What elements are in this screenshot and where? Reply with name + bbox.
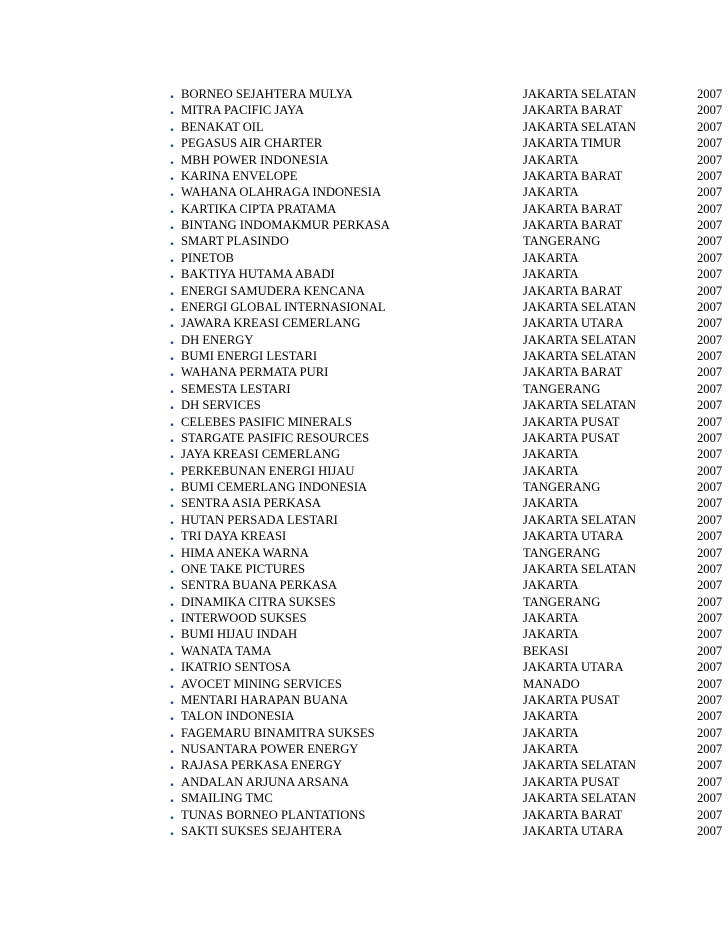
bullet-icon: . — [170, 166, 174, 184]
list-item — [170, 266, 728, 282]
bullet-icon: . — [170, 805, 174, 823]
company-name: INTERWOOD SUKSES — [181, 611, 307, 625]
company-year: 2007 — [697, 725, 723, 740]
company-city: JAKARTA BARAT — [523, 283, 623, 298]
bullet-icon: . — [170, 265, 174, 283]
list-item — [170, 86, 728, 102]
company-city: JAKARTA SELATAN — [523, 87, 637, 101]
list-item — [170, 315, 728, 331]
bullet-icon: . — [170, 363, 174, 381]
company-city: JAKARTA BARAT — [523, 103, 623, 118]
bullet-icon: . — [170, 821, 174, 839]
company-year: 2007 — [697, 349, 723, 363]
company-city: JAKARTA SELATAN — [523, 561, 637, 576]
company-year: 2007 — [697, 136, 723, 151]
company-year: 2007 — [697, 398, 723, 413]
list-item — [170, 430, 728, 446]
list-item — [170, 725, 728, 741]
company-year: 2007 — [697, 807, 723, 822]
list-item — [170, 708, 728, 724]
company-year: 2007 — [697, 742, 723, 756]
company-name: JAYA KREASI CEMERLANG — [181, 447, 341, 462]
company-city: JAKARTA UTARA — [523, 823, 624, 838]
list-item — [170, 381, 728, 397]
company-city: JAKARTA TIMUR — [523, 136, 622, 151]
bullet-icon: . — [170, 134, 174, 152]
bullet-icon: . — [170, 150, 174, 168]
list-item — [170, 577, 728, 593]
bullet-icon: . — [170, 559, 174, 577]
company-name: TALON INDONESIA — [181, 709, 295, 724]
company-year: 2007 — [697, 496, 723, 511]
company-city: JAKARTA — [523, 578, 579, 593]
list-item — [170, 152, 728, 168]
list-item — [170, 643, 728, 659]
company-year: 2007 — [697, 87, 723, 101]
company-year: 2007 — [697, 692, 723, 707]
company-city: JAKARTA BARAT — [523, 168, 623, 183]
company-city: JAKARTA SELATAN — [523, 512, 637, 527]
company-city: JAKARTA — [523, 742, 579, 756]
bullet-icon: . — [170, 314, 174, 332]
company-year: 2007 — [697, 480, 723, 494]
list-item — [170, 168, 728, 184]
company-city: JAKARTA SELATAN — [523, 299, 637, 314]
bullet-icon: . — [170, 396, 174, 414]
bullet-icon: . — [170, 641, 174, 659]
list-item — [170, 610, 728, 626]
company-city: TANGERANG — [523, 594, 601, 609]
bullet-icon: . — [170, 86, 174, 102]
list-item — [170, 414, 728, 430]
list-item — [170, 692, 728, 708]
list-item — [170, 397, 728, 413]
list-item — [170, 676, 728, 692]
company-city: JAKARTA BARAT — [523, 218, 623, 232]
list-item — [170, 102, 728, 118]
bullet-icon: . — [170, 592, 174, 610]
company-year: 2007 — [697, 283, 723, 298]
company-name: TUNAS BORNEO PLANTATIONS — [181, 807, 366, 822]
bullet-icon: . — [170, 330, 174, 348]
company-name: BINTANG INDOMAKMUR PERKASA — [181, 218, 390, 232]
company-city: JAKARTA — [523, 725, 579, 740]
list-item — [170, 201, 728, 217]
company-year: 2007 — [697, 299, 723, 314]
company-name: DH SERVICES — [181, 398, 261, 413]
company-name: WAHANA OLAHRAGA INDONESIA — [181, 185, 382, 200]
company-name: ONE TAKE PICTURES — [181, 561, 305, 576]
company-year: 2007 — [697, 201, 723, 216]
company-city: JAKARTA — [523, 463, 579, 478]
company-year: 2007 — [697, 250, 723, 265]
company-year: 2007 — [697, 529, 723, 544]
company-name: AVOCET MINING SERVICES — [181, 676, 342, 691]
company-name: BORNEO SEJAHTERA MULYA — [181, 87, 353, 101]
bullet-icon: . — [170, 527, 174, 545]
company-name: HIMA ANEKA WARNA — [181, 545, 309, 560]
company-city: MANADO — [523, 676, 580, 691]
company-city: JAKARTA SELATAN — [523, 349, 637, 363]
company-year: 2007 — [697, 611, 723, 625]
company-city: JAKARTA PUSAT — [523, 430, 620, 445]
list-item — [170, 184, 728, 200]
company-year: 2007 — [697, 594, 723, 609]
company-year: 2007 — [697, 512, 723, 527]
company-city: JAKARTA — [523, 185, 579, 200]
company-city: JAKARTA — [523, 447, 579, 462]
company-city: JAKARTA SELATAN — [523, 119, 637, 134]
company-year: 2007 — [697, 791, 723, 806]
company-year: 2007 — [697, 430, 723, 445]
list-item — [170, 463, 728, 479]
company-year: 2007 — [697, 774, 723, 789]
bullet-icon: . — [170, 772, 174, 790]
company-year: 2007 — [697, 218, 723, 232]
list-item — [170, 233, 728, 249]
company-year: 2007 — [697, 463, 723, 478]
company-year: 2007 — [697, 103, 723, 118]
company-name: PEGASUS AIR CHARTER — [181, 136, 323, 151]
bullet-icon: . — [170, 789, 174, 807]
company-city: JAKARTA BARAT — [523, 201, 623, 216]
company-city: JAKARTA — [523, 611, 579, 625]
list-item — [170, 217, 728, 233]
company-name: MENTARI HARAPAN BUANA — [181, 692, 349, 707]
bullet-icon: . — [170, 428, 174, 446]
list-item — [170, 561, 728, 577]
list-item — [170, 774, 728, 790]
bullet-icon: . — [170, 609, 174, 626]
bullet-icon: . — [170, 216, 174, 233]
company-name: WANATA TAMA — [181, 643, 272, 658]
list-item — [170, 594, 728, 610]
bullet-icon: . — [170, 232, 174, 250]
company-name: SENTRA ASIA PERKASA — [181, 496, 321, 511]
company-name: KARTIKA CIPTA PRATAMA — [181, 201, 337, 216]
company-list — [170, 86, 728, 839]
company-city: TANGERANG — [523, 381, 601, 396]
company-year: 2007 — [697, 447, 723, 462]
company-year: 2007 — [697, 119, 723, 134]
company-name: PERKEBUNAN ENERGI HIJAU — [181, 463, 355, 478]
company-year: 2007 — [697, 627, 723, 642]
company-year: 2007 — [697, 643, 723, 658]
company-city: TANGERANG — [523, 545, 601, 560]
bullet-icon: . — [170, 297, 174, 315]
company-city: JAKARTA UTARA — [523, 316, 624, 331]
company-city: JAKARTA UTARA — [523, 660, 624, 675]
company-year: 2007 — [697, 414, 723, 429]
company-city: JAKARTA SELATAN — [523, 791, 637, 806]
company-city: TANGERANG — [523, 234, 601, 249]
company-city: JAKARTA SELATAN — [523, 758, 637, 773]
company-year: 2007 — [697, 545, 723, 560]
company-name: RAJASA PERKASA ENERGY — [181, 758, 342, 773]
company-city: JAKARTA — [523, 250, 579, 265]
company-name: ENERGI GLOBAL INTERNASIONAL — [181, 299, 386, 314]
list-item — [170, 528, 728, 544]
bullet-icon: . — [170, 248, 174, 266]
company-year: 2007 — [697, 381, 723, 396]
list-item — [170, 823, 728, 839]
company-name: BENAKAT OIL — [181, 119, 264, 134]
list-item — [170, 479, 728, 495]
bullet-icon: . — [170, 379, 174, 397]
company-city: JAKARTA UTARA — [523, 529, 624, 544]
company-city: JAKARTA SELATAN — [523, 332, 637, 347]
company-year: 2007 — [697, 676, 723, 691]
company-name: BUMI CEMERLANG INDONESIA — [181, 480, 368, 494]
bullet-icon: . — [170, 478, 174, 495]
bullet-icon: . — [170, 625, 174, 643]
company-year: 2007 — [697, 578, 723, 593]
list-item — [170, 545, 728, 561]
company-year: 2007 — [697, 234, 723, 249]
company-city: JAKARTA — [523, 267, 579, 282]
company-city: BEKASI — [523, 643, 569, 658]
bullet-icon: . — [170, 674, 174, 692]
company-name: STARGATE PASIFIC RESOURCES — [181, 430, 370, 445]
bullet-icon: . — [170, 461, 174, 479]
company-name: HUTAN PERSADA LESTARI — [181, 512, 338, 527]
bullet-icon: . — [170, 740, 174, 757]
company-name: SMART PLASINDO — [181, 234, 289, 249]
list-item — [170, 446, 728, 462]
company-name: SAKTI SUKSES SEJAHTERA — [181, 823, 342, 838]
company-name: BUMI HIJAU INDAH — [181, 627, 298, 642]
company-name: SEMESTA LESTARI — [181, 381, 291, 396]
company-year: 2007 — [697, 185, 723, 200]
company-name: ANDALAN ARJUNA ARSANA — [181, 774, 349, 789]
company-year: 2007 — [697, 660, 723, 675]
list-item — [170, 741, 728, 757]
list-item — [170, 250, 728, 266]
company-city: TANGERANG — [523, 480, 601, 494]
company-year: 2007 — [697, 709, 723, 724]
company-year: 2007 — [697, 758, 723, 773]
list-item — [170, 364, 728, 380]
bullet-icon: . — [170, 101, 174, 119]
list-item — [170, 348, 728, 364]
company-name: DINAMIKA CITRA SUKSES — [181, 594, 336, 609]
company-city: JAKARTA PUSAT — [523, 692, 620, 707]
bullet-icon: . — [170, 494, 174, 512]
company-year: 2007 — [697, 267, 723, 282]
list-item — [170, 135, 728, 151]
bullet-icon: . — [170, 445, 174, 463]
company-name: FAGEMARU BINAMITRA SUKSES — [181, 725, 375, 740]
company-year: 2007 — [697, 332, 723, 347]
bullet-icon: . — [170, 510, 174, 528]
list-item — [170, 790, 728, 806]
company-name: TRI DAYA KREASI — [181, 529, 287, 544]
company-city: JAKARTA — [523, 152, 579, 167]
bullet-icon: . — [170, 756, 174, 774]
list-item — [170, 807, 728, 823]
company-city: JAKARTA — [523, 496, 579, 511]
bullet-icon: . — [170, 412, 174, 430]
company-name: IKATRIO SENTOSA — [181, 660, 291, 675]
company-name: ENERGI SAMUDERA KENCANA — [181, 283, 366, 298]
list-item — [170, 659, 728, 675]
list-item — [170, 299, 728, 315]
company-name: PINETOB — [181, 250, 234, 265]
company-name: DH ENERGY — [181, 332, 254, 347]
company-year: 2007 — [697, 152, 723, 167]
company-name: NUSANTARA POWER ENERGY — [181, 742, 359, 756]
company-year: 2007 — [697, 365, 723, 380]
company-city: JAKARTA PUSAT — [523, 414, 620, 429]
company-year: 2007 — [697, 823, 723, 838]
list-item — [170, 119, 728, 135]
company-name: MITRA PACIFIC JAYA — [181, 103, 304, 118]
company-city: JAKARTA BARAT — [523, 365, 623, 380]
company-name: BAKTIYA HUTAMA ABADI — [181, 267, 335, 282]
list-item — [170, 512, 728, 528]
list-item — [170, 626, 728, 642]
bullet-icon: . — [170, 658, 174, 676]
bullet-icon: . — [170, 117, 174, 135]
company-name: SMAILING TMC — [181, 791, 273, 806]
bullet-icon: . — [170, 723, 174, 741]
company-city: JAKARTA PUSAT — [523, 774, 620, 789]
company-name: WAHANA PERMATA PURI — [181, 365, 329, 380]
bullet-icon: . — [170, 281, 174, 299]
company-name: BUMI ENERGI LESTARI — [181, 349, 318, 363]
bullet-icon: . — [170, 707, 174, 725]
company-city: JAKARTA — [523, 627, 579, 642]
bullet-icon: . — [170, 543, 174, 561]
list-item — [170, 757, 728, 773]
list-item — [170, 332, 728, 348]
bullet-icon: . — [170, 199, 174, 217]
company-city: JAKARTA — [523, 709, 579, 724]
bullet-icon: . — [170, 690, 174, 708]
company-year: 2007 — [697, 168, 723, 183]
company-year: 2007 — [697, 561, 723, 576]
company-name: KARINA ENVELOPE — [181, 168, 298, 183]
company-year: 2007 — [697, 316, 723, 331]
bullet-icon: . — [170, 576, 174, 594]
company-name: MBH POWER INDONESIA — [181, 152, 329, 167]
bullet-icon: . — [170, 183, 174, 201]
company-name: JAWARA KREASI CEMERLANG — [181, 316, 361, 331]
company-city: JAKARTA SELATAN — [523, 398, 637, 413]
list-item — [170, 495, 728, 511]
bullet-icon: . — [170, 347, 174, 364]
company-name: CELEBES PASIFIC MINERALS — [181, 414, 352, 429]
company-name: SENTRA BUANA PERKASA — [181, 578, 338, 593]
list-item — [170, 283, 728, 299]
company-city: JAKARTA BARAT — [523, 807, 623, 822]
